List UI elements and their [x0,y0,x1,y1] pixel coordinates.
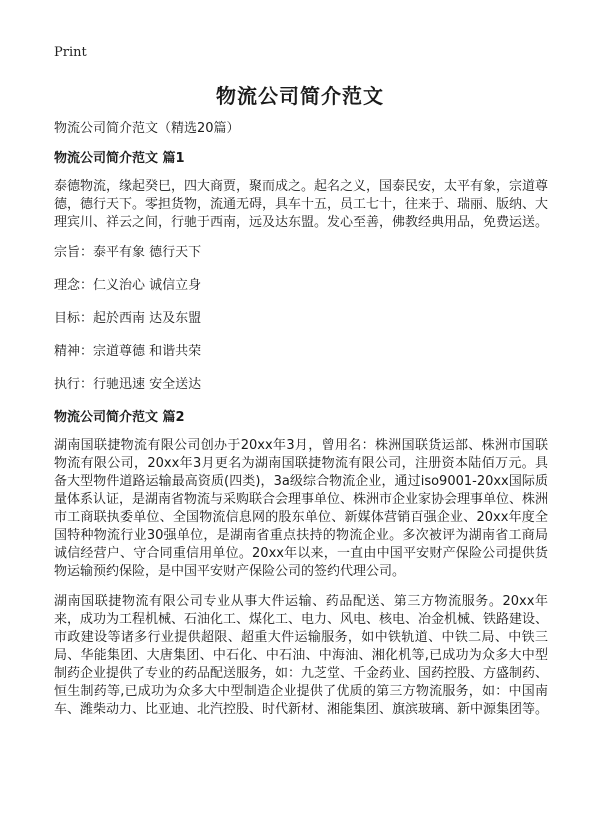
section-2-paragraph-2: 湖南国联捷物流有限公司专业从事大件运输、药品配送、第三方物流服务。20xx年来，成功为工程机械、石油化工、煤化工、电力、风电、核电、冶金机械、铁路建设、市政建设等诸多行业提供超限、超重大件运输服务，如中铁轨道、中铁二局、中铁三局、华能集团、大唐集团、中石化、中石油、中海油、湘化机等,已成功为众多大中型制药企业提供了专业的药品配送服务，如：九芝堂、千金药业、国药控股、方盛制药、恒生制药等,已成功为众多大中型制造企业提供了优质的第三方物流服务，如：中国南车、潍柴动力、比亚迪、北汽控股、时代新材、湘能集团、旗滨玻璃、新中源集团等。 [54,594,549,717]
document-body [54,120,548,731]
section-heading-1: 物流公司简介范文 篇1 [54,151,185,166]
section-2-paragraph-1: 湖南国联捷物流有限公司创办于20xx年3月，曾用名：株洲国联货运部、株洲市国联物流有限公司，20xx年3月更名为湖南国联捷物流有限公司，注册资本陆佰万元。具备大型物件道路运输最高资质(四类)，3a级综合物流企业，通过iso9001-20xx国际质量体系认证，是湖南省物流与采购联合会理事单位、株洲市企业家协会理事单位、株洲市工商联执委单位、全国物流信息网的股东单位、新媒体营销百强企业、20xx年度全国特种物流行业30强单位，是湖南省重点扶持的物流企业。多次被评为湖南省工商局诚信经营户、守合同重信用单位。20xx年以来，一直由中国平安财产保险公司提供货物运输预约保险，是中国平安财产保险公司的签约代理公司。 [54,438,549,579]
spirit-line: 精神：宗道尊德 和谐共荣 [54,344,202,359]
print-link[interactable]: Print [54,45,87,60]
mission-line: 宗旨：泰平有象 德行天下 [54,245,202,260]
execution-line: 执行：行驰迅速 安全送达 [54,377,202,392]
document-subtitle: 物流公司简介范文（精选20篇） [54,121,240,136]
philosophy-line: 理念：仁义治心 诚信立身 [54,278,202,293]
section-heading-2: 物流公司简介范文 篇2 [54,410,185,425]
section-1-intro: 泰德物流，缘起癸巳，四大商贾，聚而成之。起名之义，国泰民安，太平有象，宗道尊德，德行天下。零担货物，流通无碍，具车十五，员工七十，往来于、瑞丽、版纳、大理宾川、祥云之间，行驰于西南，远及达东盟。发心至善，佛教经典用品，免费运送。 [54,179,549,230]
goal-line: 目标：起於西南 达及东盟 [54,311,202,326]
document-title: 物流公司简介范文 [216,84,384,108]
